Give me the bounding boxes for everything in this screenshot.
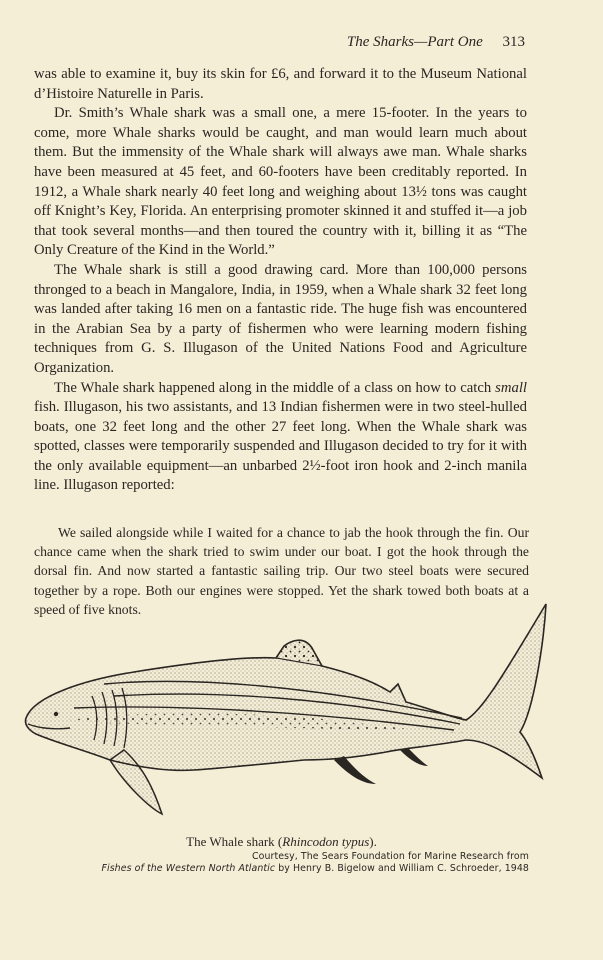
figure-caption [34, 834, 529, 850]
emphasis-small: small [495, 379, 527, 396]
whale-shark-illustration [14, 600, 574, 850]
paragraph-3: The Whale shark is still a good drawing card. More than 100,000 persons thronged to a beach in Mangalore, India, in 1959, when a Whale shark 32 feet long was landed after taking 16 men on a fantastic ride. The huge fish was encountered in the Arabian Sea by a party of fishermen who were learning modern fishing techniques from G. S. Illugason of the United Nations Food and Agriculture Organization. [34, 261, 527, 376]
caption-species: Rhincodon typus [282, 834, 370, 849]
credit-authors: by Henry B. Bigelow and William C. Schroeder, 1948 [275, 863, 529, 874]
figure-credit [49, 851, 529, 875]
running-title: The Sharks—Part One [346, 34, 483, 50]
shark-eye [54, 712, 58, 716]
shark-body [25, 604, 546, 778]
whale-shark-drawing [14, 600, 574, 850]
anal-fin [400, 748, 428, 766]
credit-line-1: Courtesy, The Sears Foundation for Marine Research from [252, 851, 529, 862]
paragraph-2: Dr. Smith’s Whale shark was a small one, a mere 15-footer. In the years to come, more Whale sharks would be caught, and man would learn much about them. But the immensity of the Whale shark will always awe man. Whale sharks have been measured at 45 feet, and 60-footers have been creditably reported. In 1912, a Whale shark nearly 40 feet long and weighing about 13½ tons was caught off Knight’s Key, Florida. An enterprising promoter skinned it and stuffed it—a job that took several months—and then toured the country with it, billing it as “The Only Creature of the Kind in the World.” [34, 105, 527, 259]
caption-prefix: The Whale shark ( [186, 834, 283, 849]
page-number: 313 [502, 34, 525, 50]
paragraph-4-end: fish. Illugason, his two assistants, and 13 Indian fishermen were in two steel-hulled boats, one 32 feet long and the other 27 feet long. When the Whale shark was spotted, classes were temporarily suspended and Illugason decided to try for it with the only available equipment—an unbarbed 2½-foot iron hook and 2-inch manila line. Illugason reported: [34, 399, 527, 494]
running-header [40, 34, 525, 51]
paragraph-4-start: The Whale shark happened along in the middle of a class on how to catch [54, 379, 496, 396]
paragraph-4 [34, 379, 527, 497]
pelvic-fin [334, 756, 376, 784]
credit-book-title: Fishes of the Western North Atlantic [101, 863, 276, 874]
quote-text: We sailed alongside while I waited for a chance to jab the hook through the fin. Our chance came when the shark tried to swim under our boat. I got the hook through the dorsal fin. And now started a fantastic sailing trip. Our two steel boats were secured together by a rope. Both our engines were stopped. Yet the shark towed both boats at a speed of five knots. [34, 525, 529, 617]
body-text [34, 65, 527, 496]
caption-suffix: ). [369, 834, 377, 849]
paragraph-1: was able to examine it, buy its skin for £6, and forward it to the Museum National d’Histoire Naturelle in Paris. [34, 66, 527, 102]
credit-line-2 [49, 863, 529, 875]
